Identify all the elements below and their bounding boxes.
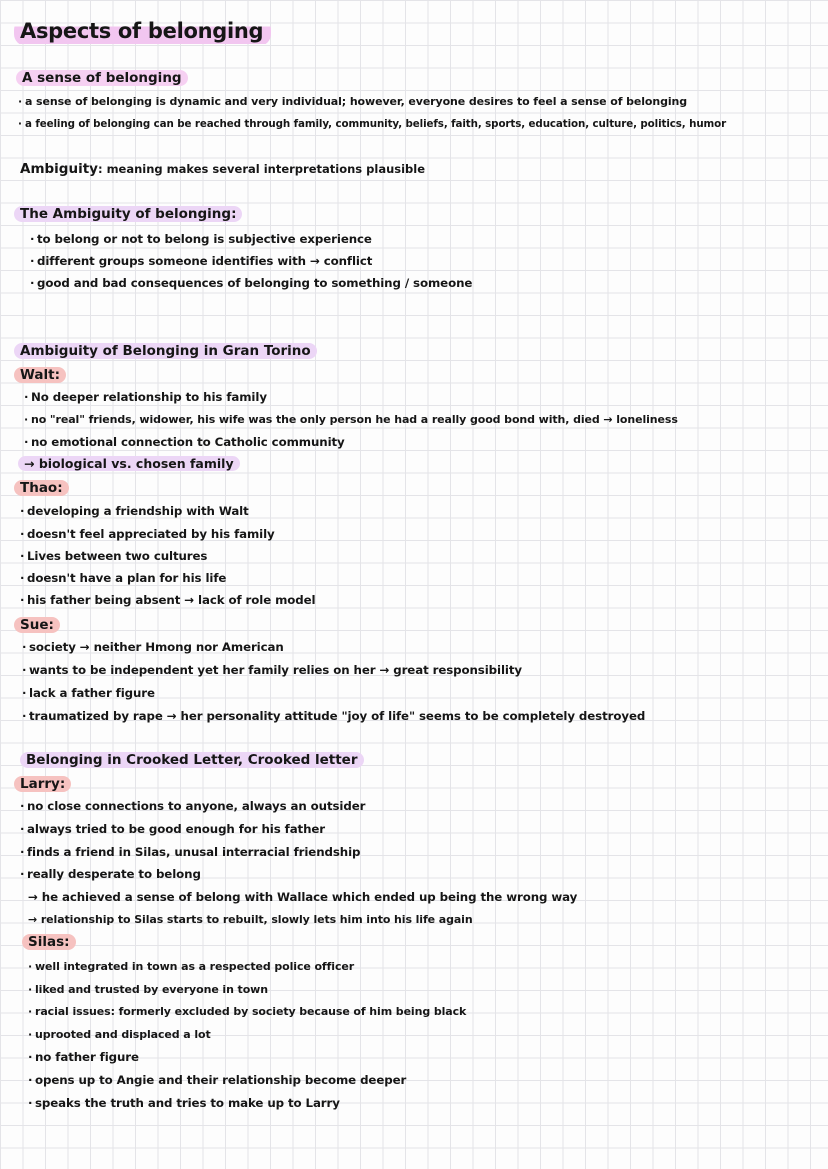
list-item: · society → neither Hmong nor American [22,640,284,654]
list-item: · racial issues: formerly excluded by society because of him being black [28,1005,467,1018]
list-item: · different groups someone identifies with → conflict [30,254,373,268]
list-item: · no father figure [28,1050,139,1064]
list-item: · to belong or not to belong is subjective experience [30,232,372,246]
list-item: · no "real" friends, widower, his wife was the only person he had a really good bond with, died → loneliness [24,413,678,426]
section-heading-gran-torino: Ambiguity of Belonging in Gran Torino [14,343,317,359]
list-item: · no emotional connection to Catholic community [24,435,345,449]
list-item: · always tried to be good enough for his father [20,822,326,836]
list-item: · his father being absent → lack of role model [20,593,316,607]
list-item: · finds a friend in Silas, unusal interracial friendship [20,845,361,859]
page-title: Aspects of belonging [14,18,271,46]
character-label-larry: Larry: [14,776,71,792]
list-item: · liked and trusted by everyone in town [28,983,268,996]
section-heading-sense-of-belonging: A sense of belonging [16,70,188,86]
character-label-thao: Thao: [14,480,69,496]
walt-conclusion: → biological vs. chosen family [18,456,240,471]
list-item: · developing a friendship with Walt [20,504,249,518]
ambiguity-definition: Ambiguity: meaning makes several interpretations plausible [20,161,426,177]
list-item: · a feeling of belonging can be reached through family, community, beliefs, faith, sports, education, culture, politics, humor [18,118,727,130]
list-item: · well integrated in town as a respected police officer [28,960,355,973]
list-item: → he achieved a sense of belong with Wallace which ended up being the wrong way [28,890,578,904]
list-item: · wants to be independent yet her family relies on her → great responsibility [22,663,522,677]
list-item: · doesn't have a plan for his life [20,571,227,585]
list-item: · speaks the truth and tries to make up to Larry [28,1096,340,1110]
character-label-sue: Sue: [14,617,60,633]
character-label-walt: Walt: [14,367,66,383]
list-item: · really desperate to belong [20,867,201,881]
list-item: · traumatized by rape → her personality attitude "joy of life" seems to be completely destroyed [22,709,646,723]
list-item: · a sense of belonging is dynamic and very individual; however, everyone desires to feel a sense of belonging [18,95,688,108]
list-item: · No deeper relationship to his family [24,390,267,404]
list-item: · lack a father figure [22,686,155,700]
list-item: · uprooted and displaced a lot [28,1028,211,1041]
list-item: · opens up to Angie and their relationship become deeper [28,1073,407,1087]
list-item: · no close connections to anyone, always an outsider [20,799,366,813]
list-item: → relationship to Silas starts to rebuilt, slowly lets him into his life again [28,913,473,926]
character-label-silas: Silas: [22,934,76,950]
list-item: · doesn't feel appreciated by his family [20,527,275,541]
section-heading-crooked-letter: Belonging in Crooked Letter, Crooked letter [20,752,364,768]
list-item: · Lives between two cultures [20,549,208,563]
section-heading-ambiguity-of-belonging: The Ambiguity of belonging: [14,206,242,222]
list-item: · good and bad consequences of belonging to something / someone [30,276,473,290]
